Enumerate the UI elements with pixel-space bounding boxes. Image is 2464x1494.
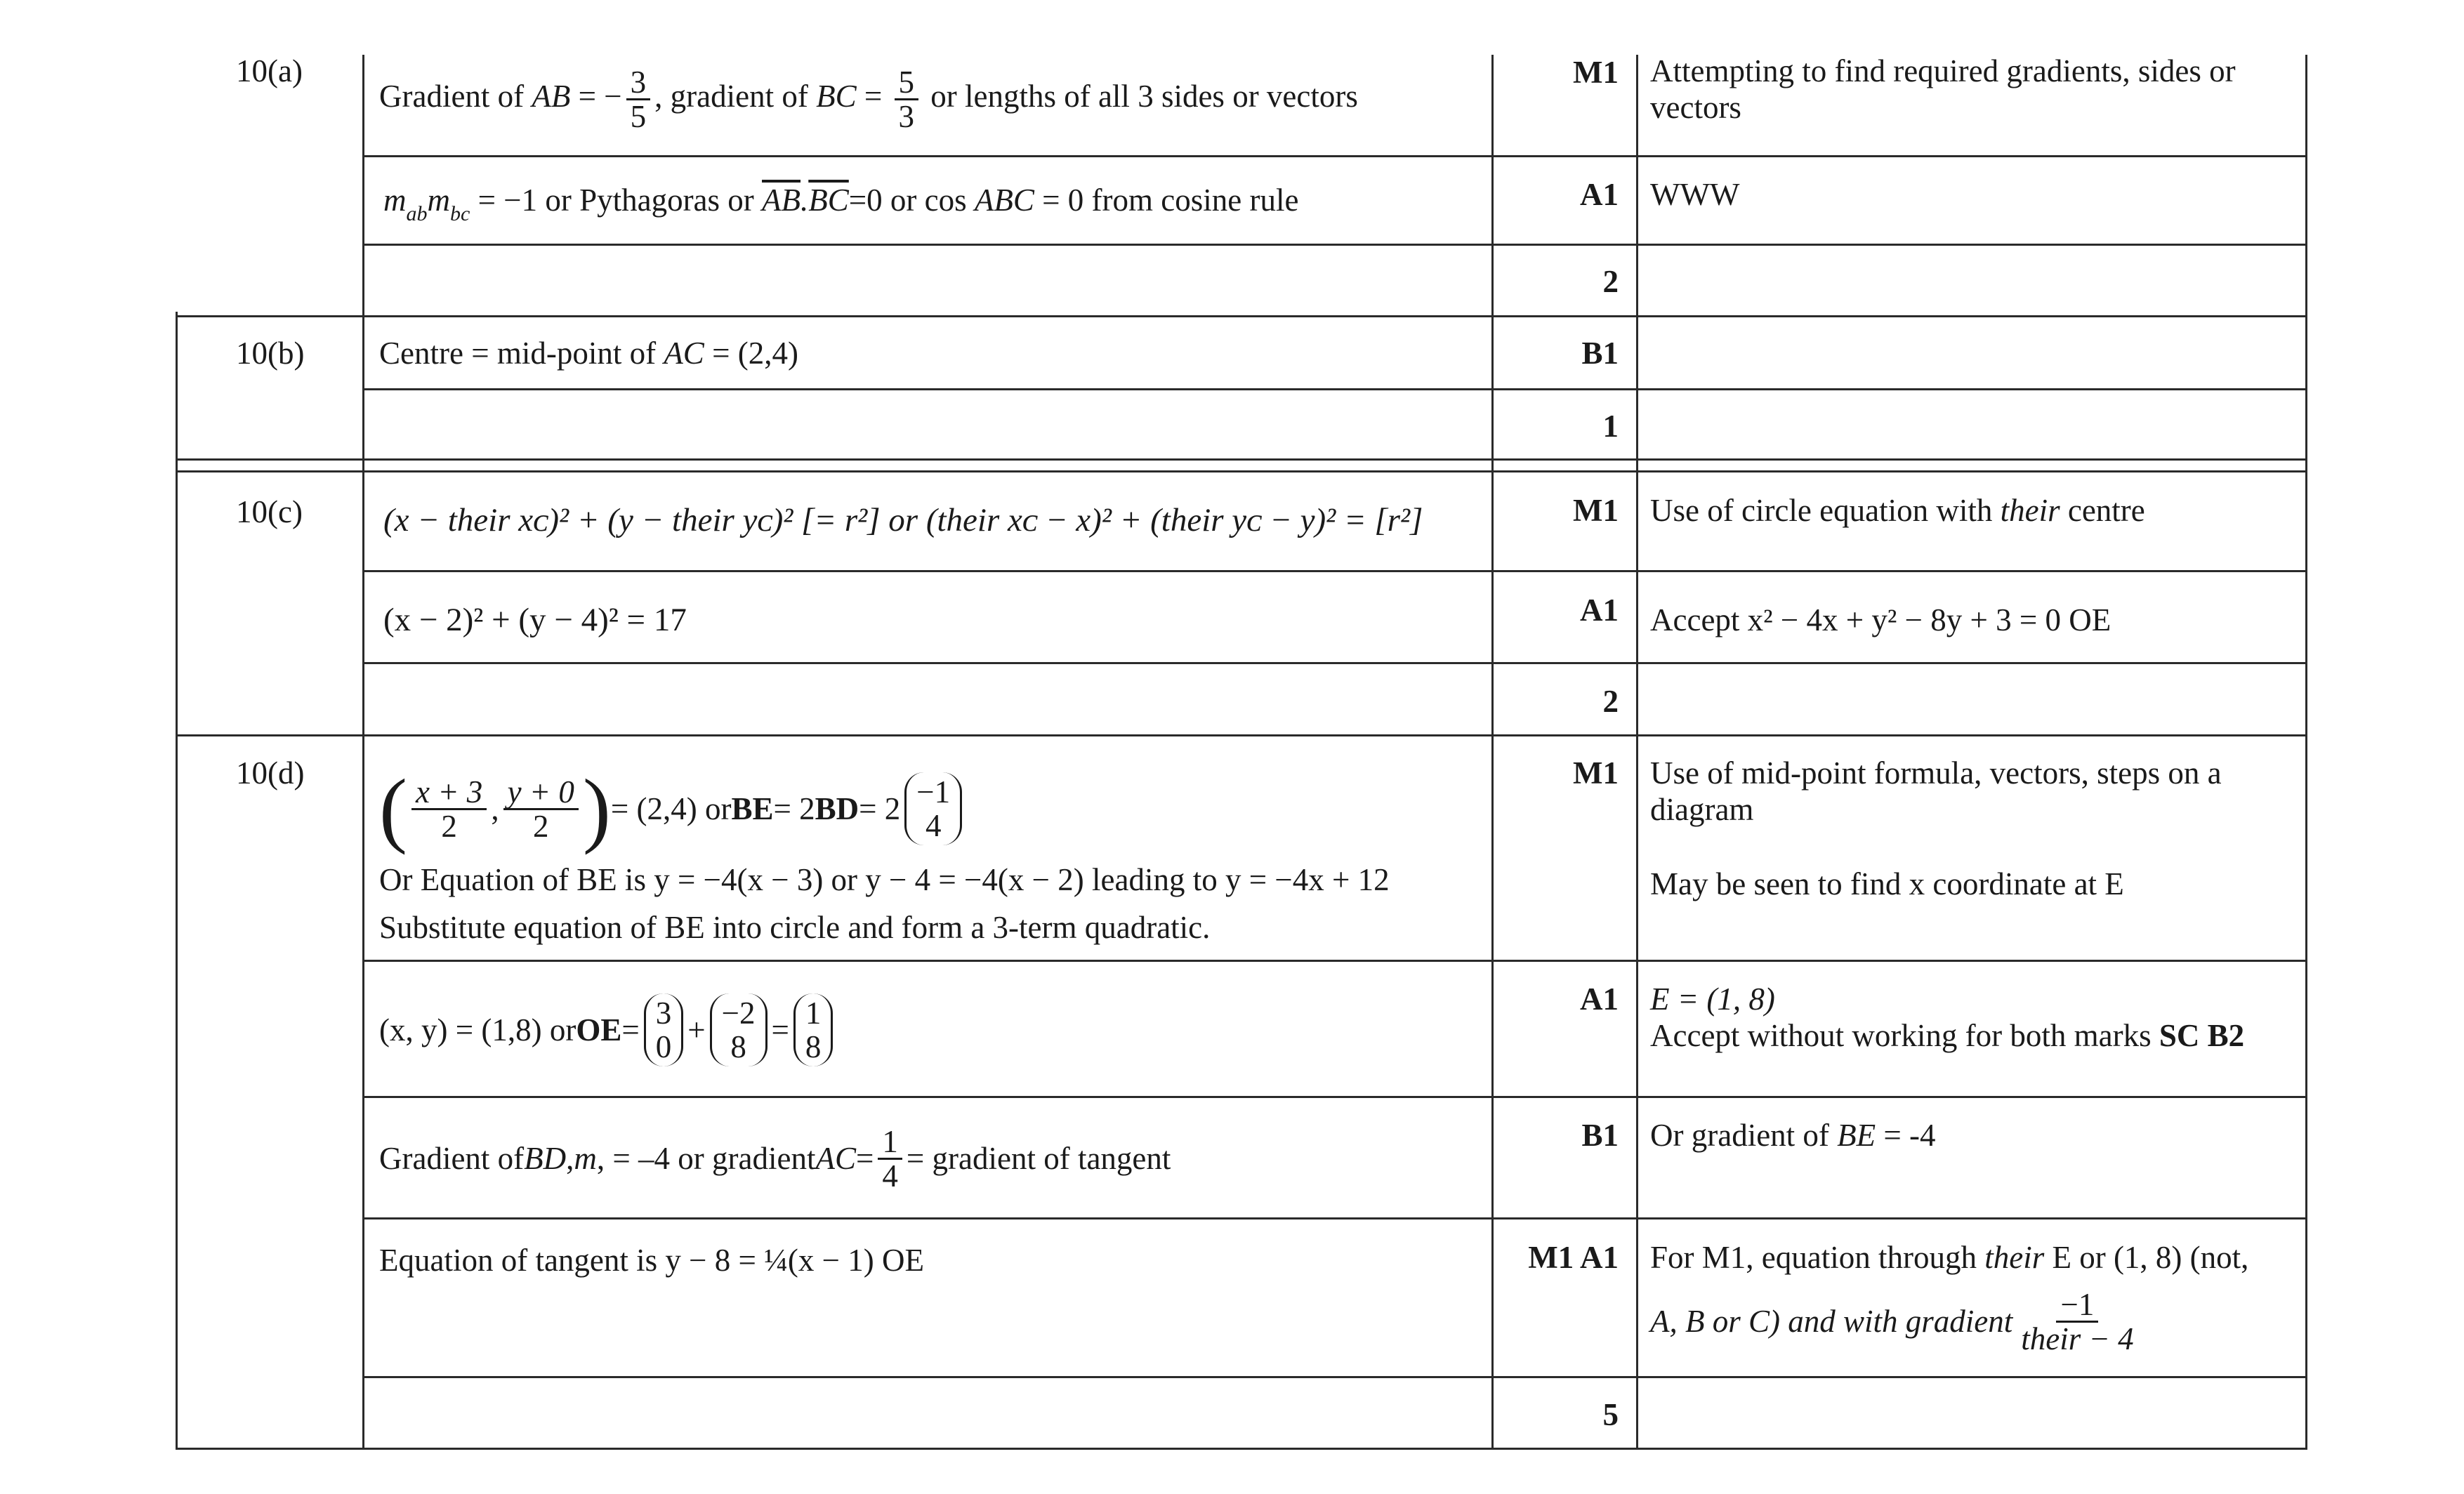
guidance-10d-line4: For M1, equation through their E or (1, 8) (not, (1650, 1240, 2249, 1275)
mark-b1: B1 (1581, 1118, 1619, 1153)
guidance-10d-line1c: May be seen to find x coordinate at E (1650, 866, 2124, 901)
table-border-left (176, 312, 178, 1450)
mark-m1: M1 (1573, 755, 1619, 791)
column-divider-question (362, 55, 364, 1450)
column-divider-marks (1636, 55, 1638, 1450)
answer-10d-line1: ( $\frac{x + 3}{2}$ , $\frac{y + 0}{2}$ ) = (2,4) or BE = 2 BD = 2 −1 4 (379, 760, 966, 858)
guidance-10a-line2: WWW (1650, 177, 1740, 212)
row-divider (362, 1217, 2307, 1219)
answer-10c-line2: (x − 2)² + (y − 4)² = 17 (383, 602, 687, 638)
table-border-right (2305, 55, 2307, 1450)
row-divider (362, 662, 2307, 664)
row-divider (362, 244, 2307, 246)
question-label: 10(b) (236, 336, 305, 371)
table-border-bottom (176, 1448, 2307, 1450)
row-divider (362, 1376, 2307, 1378)
row-divider (362, 1096, 2307, 1098)
guidance-10a-line1b: vectors (1650, 90, 1741, 125)
total-10a: 2 (1602, 264, 1619, 299)
total-10d: 5 (1602, 1397, 1619, 1432)
guidance-10d-line2b: Accept without working for both marks SC B2 (1650, 1018, 2245, 1053)
row-divider (362, 960, 2307, 962)
guidance-10d-line3: Or gradient of BE = -4 (1650, 1118, 1936, 1153)
guidance-10c-line2: Accept x² − 4x + y² − 8y + 3 = 0 OE (1650, 602, 2111, 637)
guidance-10c-line1: Use of circle equation with their centre (1650, 493, 2145, 528)
answer-10b: Centre = mid-point of AC = (2,4) (379, 336, 798, 371)
answer-10d-line1b: Or Equation of BE is y = −4(x − 3) or y − 4 = −4(x − 2) leading to y = −4x + 12 (379, 862, 1390, 897)
mark-a1: A1 (1580, 981, 1619, 1017)
guidance-10d-line1b: diagram (1650, 792, 1754, 827)
guidance-10d-line2: E = (1, 8) (1650, 981, 1775, 1017)
question-divider (176, 458, 2307, 461)
answer-10a-line1: Gradient of AB = − $\frac{3}{5}$ , gradient of BC = $\frac{5}{3}$ or lengths of all 3 sides or vectors (379, 65, 1358, 135)
total-10b: 1 (1602, 409, 1619, 444)
answer-10d-line1c: Substitute equation of BE into circle and form a 3-term quadratic. (379, 910, 1211, 945)
row-divider (362, 570, 2307, 572)
guidance-10a-line1: Attempting to find required gradients, sides or (1650, 53, 2236, 88)
answer-10d-line2: (x, y) = (1,8) or OE = 3 0 + −2 8 = 1 8 (379, 977, 837, 1083)
question-divider (176, 734, 2307, 736)
mark-m1: M1 (1573, 493, 1619, 528)
row-divider (362, 388, 2307, 390)
mark-m1: M1 (1573, 55, 1619, 90)
answer-10d-line3: Gradient of BD , m , = –4 or gradient AC = $\frac{1}{4}$ = gradient of tangent (379, 1123, 1171, 1194)
question-label: 10(d) (236, 755, 305, 791)
mark-a1: A1 (1580, 177, 1619, 212)
mark-b1: B1 (1581, 336, 1619, 371)
row-divider (362, 155, 2307, 157)
answer-10a-line2: $m_{ab}m_{bc} = -1$ or Pythagoras or $\overline{AB}.\overline{BC}=0$ or cos ABC = 0 from cosine rule (383, 183, 1299, 225)
guidance-10d-line4b: A, B or C) and with gradient $\frac{-1}{\text{their − 4}}$ (1650, 1286, 2134, 1356)
question-label: 10(a) (236, 53, 303, 88)
answer-10c-line1: (x − their xᴄ)² + (y − their yᴄ)² [= r²] or (their xᴄ − x)² + (their yᴄ − y)² = [r²] (383, 502, 1423, 538)
question-label: 10(c) (236, 494, 303, 529)
mark-a1: A1 (1580, 593, 1619, 628)
total-10c: 2 (1602, 684, 1619, 719)
question-divider (176, 315, 2307, 317)
question-divider (176, 470, 2307, 472)
mark-m1-a1: M1 A1 (1528, 1240, 1619, 1275)
guidance-10d-line1: Use of mid-point formula, vectors, steps on a (1650, 755, 2222, 791)
answer-10d-line4: Equation of tangent is y − 8 = ¼(x − 1) OE (379, 1243, 925, 1278)
